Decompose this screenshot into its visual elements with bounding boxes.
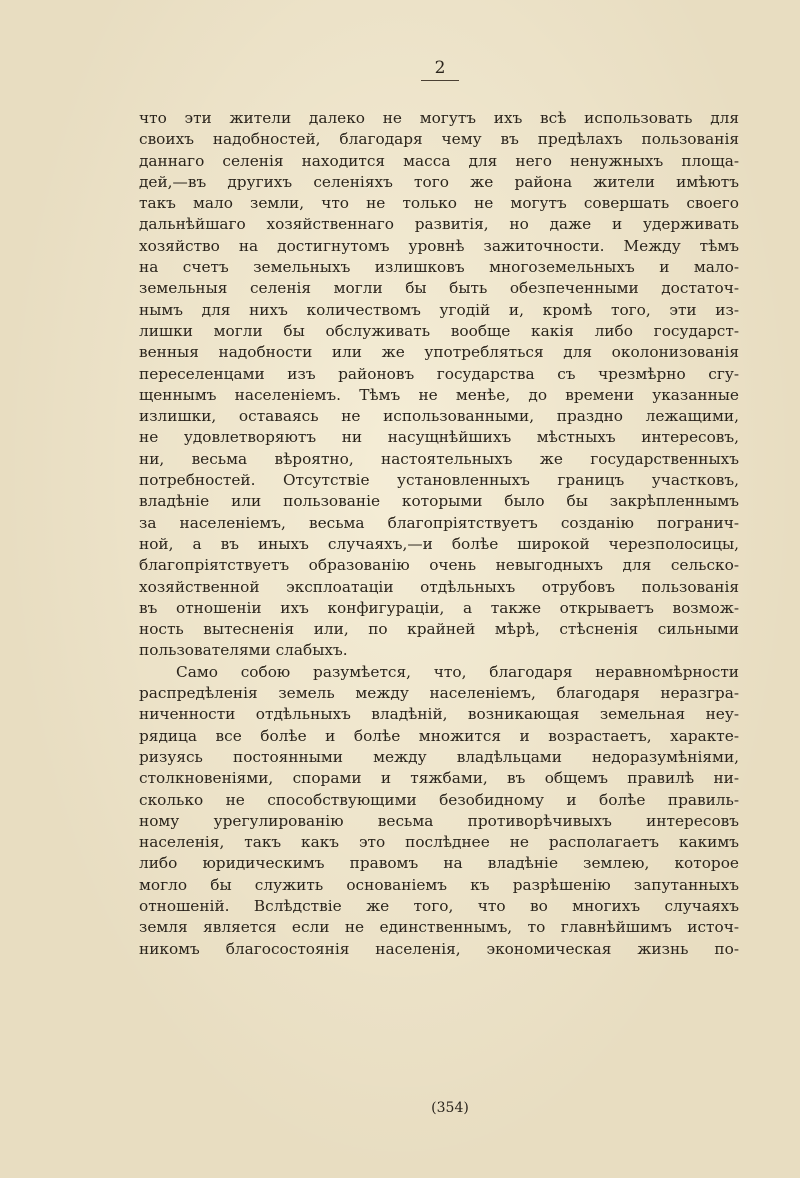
text-line: нымъ для нихъ количествомъ угодій и, кромѣ того, эти из- xyxy=(139,300,739,319)
text-line: ни, весьма вѣроятно, настоятельныхъ же государственныхъ xyxy=(139,449,739,468)
text-line: ность вытесненія или, по крайней мѣрѣ, стѣсненія сильными xyxy=(139,620,739,639)
text-line: населенія, такъ какъ это послѣднее не располагаетъ какимъ xyxy=(139,833,739,852)
text-line: даннаго селенія находится масса для него ненужныхъ площа- xyxy=(139,151,739,170)
text-line: распредѣленія земель между населеніемъ, благодаря неразгра- xyxy=(139,684,739,703)
text-line: хозяйство на достигнутомъ уровнѣ зажиточности. Между тѣмъ xyxy=(139,236,739,255)
text-line: земля является если не единственнымъ, то главнѣйшимъ источ- xyxy=(139,918,739,937)
text-line: рядица все болѣе и болѣе множится и возрастаетъ, характе- xyxy=(139,726,739,745)
text-line: сколько не способствующими безобидному и болѣе правиль- xyxy=(139,790,739,809)
text-line: не удовлетворяютъ ни насущнѣйшихъ мѣстныхъ интересовъ, xyxy=(139,428,739,447)
text-line: своихъ надобностей, благодаря чему въ предѣлахъ пользованія xyxy=(139,130,739,149)
text-line: излишки, оставаясь не использованными, праздно лежащими, xyxy=(139,407,739,426)
text-line: ниченности отдѣльныхъ владѣній, возникающая земельная неу- xyxy=(139,705,739,724)
text-line: что эти жители далеко не могутъ ихъ всѣ использовать для xyxy=(139,109,739,127)
page-number: 2 xyxy=(434,58,446,78)
text-line: щеннымъ населеніемъ. Тѣмъ не менѣе, до времени указанные xyxy=(139,385,739,404)
text-line: хозяйственной эксплоатаціи отдѣльныхъ отрубовъ пользованія xyxy=(139,577,739,596)
text-line: за населеніемъ, весьма благопріятствуетъ созданію погранич- xyxy=(139,513,739,532)
text-line: въ отношеніи ихъ конфигураціи, а также открываетъ возмож- xyxy=(139,598,739,617)
text-line: земельныя селенія могли бы быть обезпеченными достаточ- xyxy=(139,279,739,298)
text-line: отношеній. Вслѣдствіе же того, что во многихъ случаяхъ xyxy=(139,896,739,915)
paragraph-end-line: пользователями слабыхъ. xyxy=(139,641,348,660)
text-line: либо юридическимъ правомъ на владѣніе землею, которое xyxy=(139,854,739,873)
body-text xyxy=(139,108,739,960)
text-line: потребностей. Отсутствіе установленныхъ границъ участковъ, xyxy=(139,471,739,490)
text-line: благопріятствуетъ образованію очень невыгодныхъ для сельско- xyxy=(139,556,739,575)
text-line: никомъ благосостоянія населенія, экономическая жизнь по- xyxy=(139,939,739,958)
text-line: могло бы служить основаніемъ къ разрѣшенію запутанныхъ xyxy=(139,875,739,894)
text-line: столкновеніями, спорами и тяжбами, въ общемъ правилѣ ни- xyxy=(139,769,739,788)
footer-page-number: (354) xyxy=(431,1100,469,1116)
text-line: дей,—въ другихъ селеніяхъ того же района жители имѣютъ xyxy=(139,172,739,191)
text-line: такъ мало земли, что не только не могутъ совершать своего xyxy=(139,194,739,213)
text-line: ному урегулированію весьма противорѣчивыхъ интересовъ xyxy=(139,811,739,830)
paragraph-start-line: Само собою разумѣется, что, благодаря неравномѣрности xyxy=(176,662,739,681)
page-number-underline xyxy=(421,80,459,81)
text-line: венныя надобности или же употребляться для околонизованія xyxy=(139,343,739,362)
text-line: дальнѣйшаго хозяйственнаго развитія, но даже и удерживать xyxy=(139,215,739,234)
text-line: переселенцами изъ районовъ государства съ чрезмѣрно сгу- xyxy=(139,364,739,383)
text-line: ризуясь постоянными между владѣльцами недоразумѣніями, xyxy=(139,747,739,766)
text-line: ной, а въ иныхъ случаяхъ,—и болѣе широкой черезполосицы, xyxy=(139,534,739,553)
text-line: лишки могли бы обслуживать вообще какія либо государст- xyxy=(139,321,739,340)
text-line: владѣніе или пользованіе которыми было бы закрѣпленнымъ xyxy=(139,492,739,511)
text-line: на счетъ земельныхъ излишковъ многоземельныхъ и мало- xyxy=(139,258,739,277)
